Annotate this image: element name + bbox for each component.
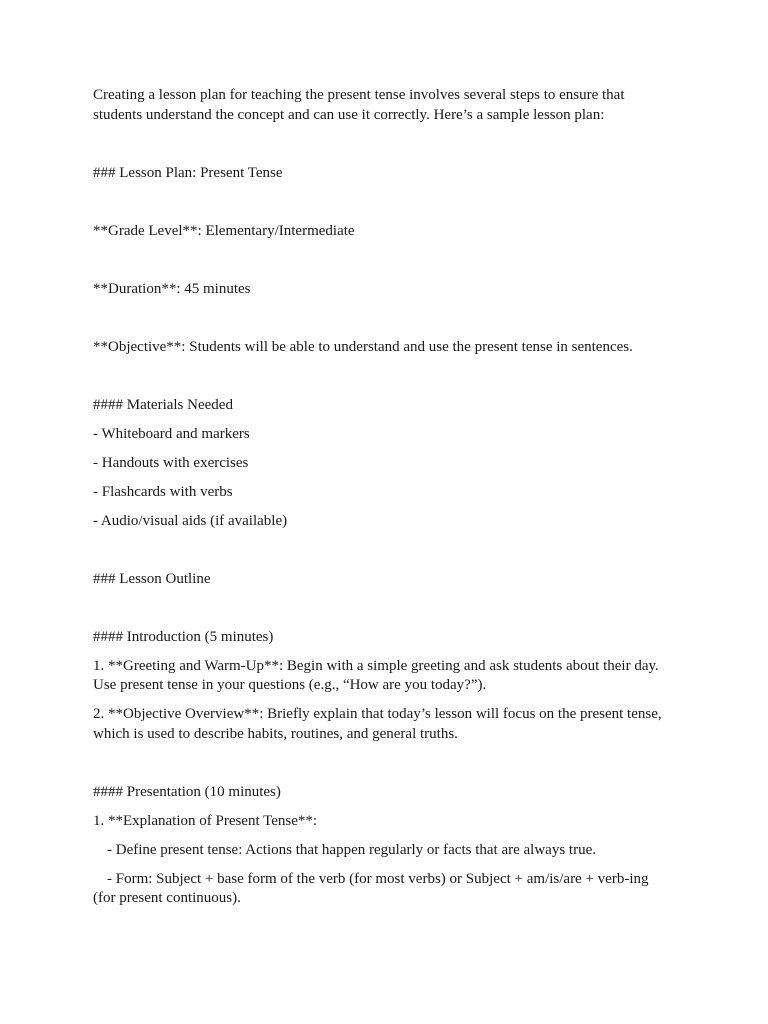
introduction-item: 2. **Objective Overview**: Briefly explain that today’s lesson will focus on the present tense, which is used to describe habits, routines, and general truths.	[93, 706, 662, 742]
lesson-outline-heading: ### Lesson Outline	[93, 570, 211, 587]
presentation-heading: #### Presentation (10 minutes)	[93, 783, 281, 800]
document-body	[93, 86, 673, 909]
materials-item: - Handouts with exercises	[93, 454, 249, 471]
introduction-heading: #### Introduction (5 minutes)	[93, 628, 274, 645]
duration-line: **Duration**: 45 minutes	[93, 280, 251, 297]
grade-level-line: **Grade Level**: Elementary/Intermediate	[93, 222, 355, 239]
intro-paragraph: Creating a lesson plan for teaching the present tense involves several steps to ensure that students understand the concept and can use it correctly. Here’s a sample lesson plan:	[93, 87, 625, 123]
presentation-subitem: - Define present tense: Actions that happen regularly or facts that are always true.	[107, 841, 596, 858]
objective-line: **Objective**: Students will be able to understand and use the present tense in sentences.	[93, 338, 633, 355]
presentation-subitem	[93, 870, 673, 909]
presentation-item: 1. **Explanation of Present Tense**:	[93, 812, 318, 829]
materials-item: - Audio/visual aids (if available)	[93, 512, 288, 529]
lesson-plan-heading: ### Lesson Plan: Present Tense	[93, 164, 283, 181]
introduction-item: 1. **Greeting and Warm-Up**: Begin with a simple greeting and ask students about their day. Use present tense in your questions (e.g., “How are you today?”).	[93, 657, 659, 693]
materials-heading: #### Materials Needed	[93, 396, 233, 413]
presentation-subitem-text: - Form: Subject + base form of the verb (for most verbs) or Subject + am/is/are + verb-ing (for present continuous).	[93, 870, 649, 906]
materials-item: - Whiteboard and markers	[93, 425, 250, 442]
materials-item: - Flashcards with verbs	[93, 483, 233, 500]
